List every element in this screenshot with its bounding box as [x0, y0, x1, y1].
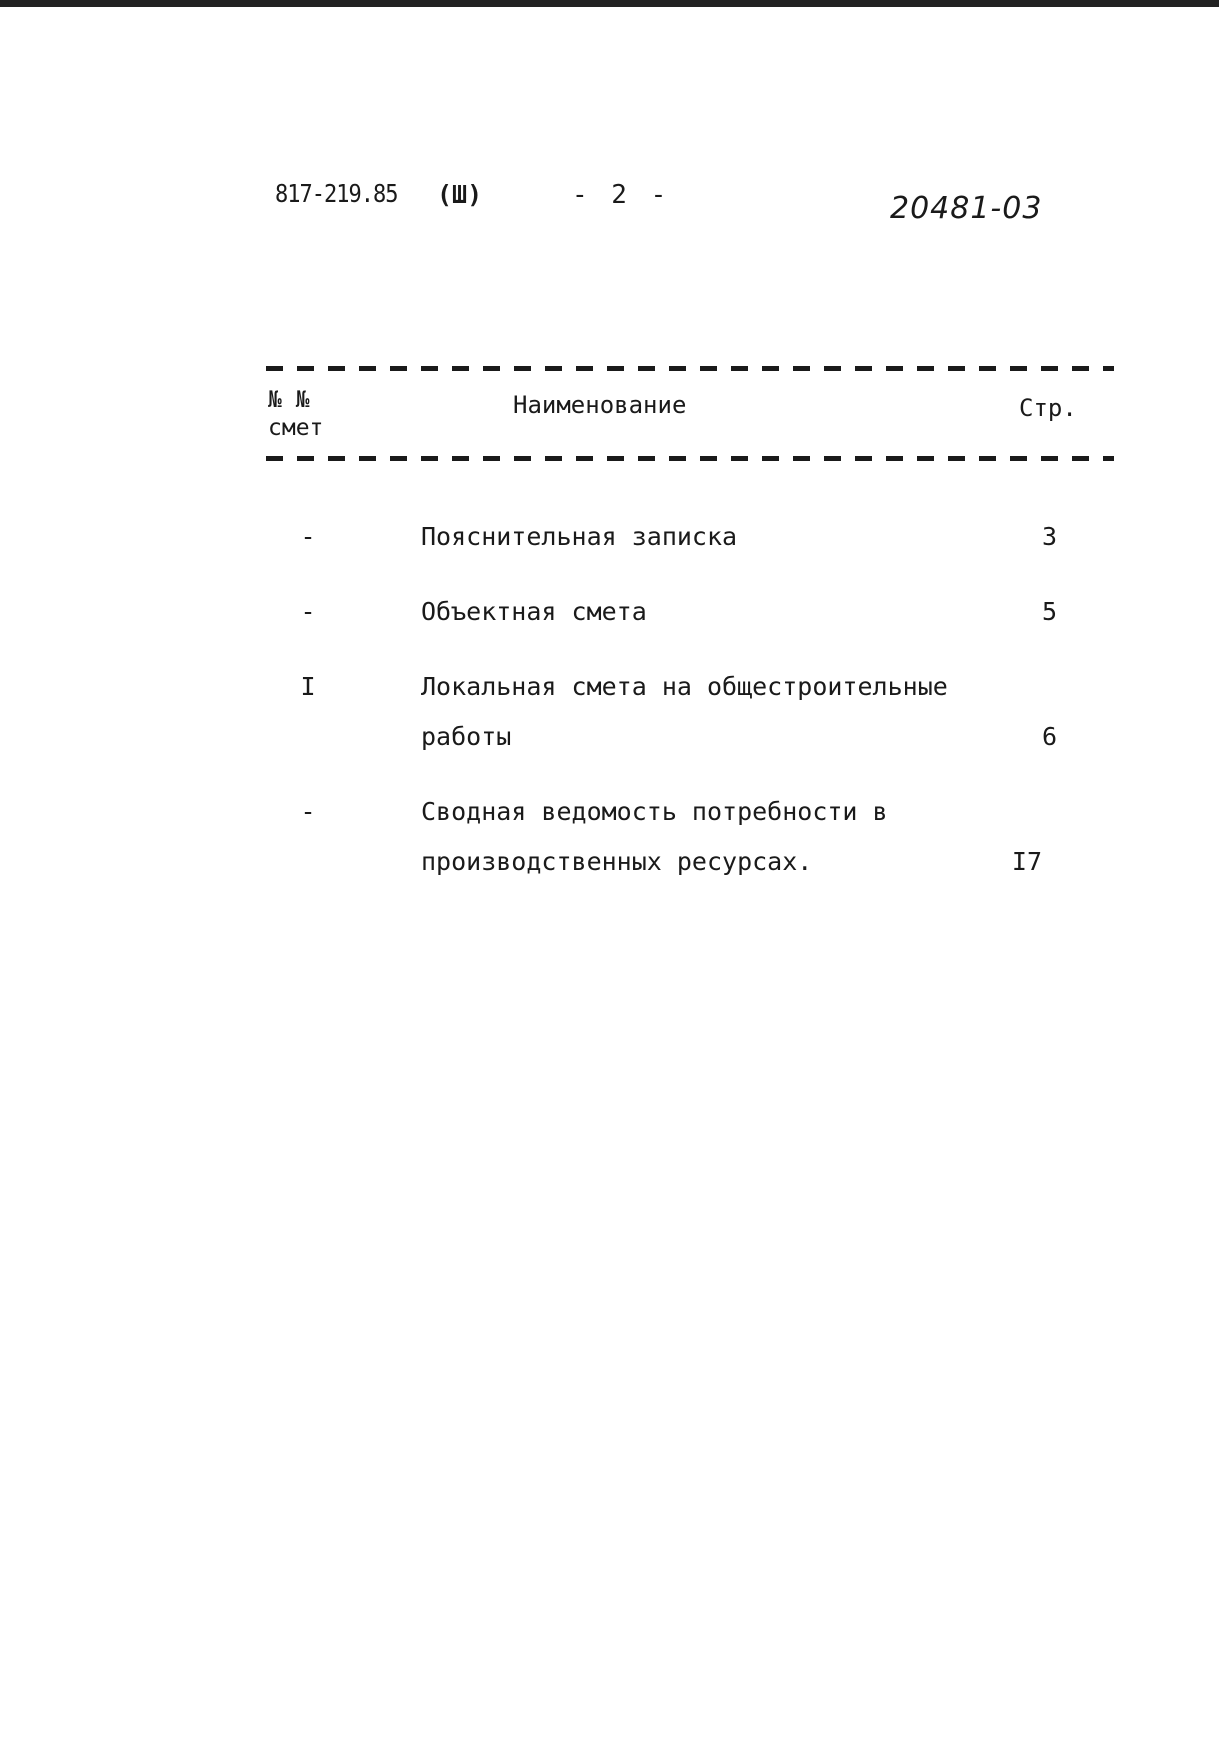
row-2-page: 5 [1041, 597, 1057, 626]
table-top-rule [266, 366, 1114, 371]
column-header-estimate-number-text: № № смет [268, 387, 324, 441]
row-3-name-line-1: Локальная смета на общестроительные [421, 672, 948, 701]
row-4-name-line-2: производственных ресурсах. [421, 847, 813, 876]
row-3-number: I [300, 672, 316, 701]
row-3-name-line-2: работы [421, 722, 512, 751]
row-1-page: 3 [1041, 522, 1057, 551]
document-code: 817-219.85 [275, 180, 398, 209]
row-1-name-line-1: Пояснительная записка [421, 522, 738, 551]
row-1-number: - [300, 522, 316, 551]
row-3-page: 6 [1041, 722, 1057, 751]
row-4-name-line-1: Сводная ведомость потребности в [421, 797, 888, 826]
row-4-page: I7 [1011, 847, 1042, 876]
page-number: - 2 - [572, 180, 671, 210]
part-number: (Ш) [437, 180, 483, 209]
scan-top-edge [0, 0, 1219, 7]
row-2-name-line-1: Объектная смета [421, 597, 647, 626]
column-header-name: Наименование [513, 391, 687, 419]
row-2-number: - [300, 597, 316, 626]
column-header-page: Стр. [1019, 394, 1077, 422]
row-4-number: - [300, 797, 316, 826]
archive-number: 20481-03 [890, 191, 1043, 226]
table-header-rule [266, 456, 1114, 461]
column-header-estimate-number [268, 386, 323, 442]
